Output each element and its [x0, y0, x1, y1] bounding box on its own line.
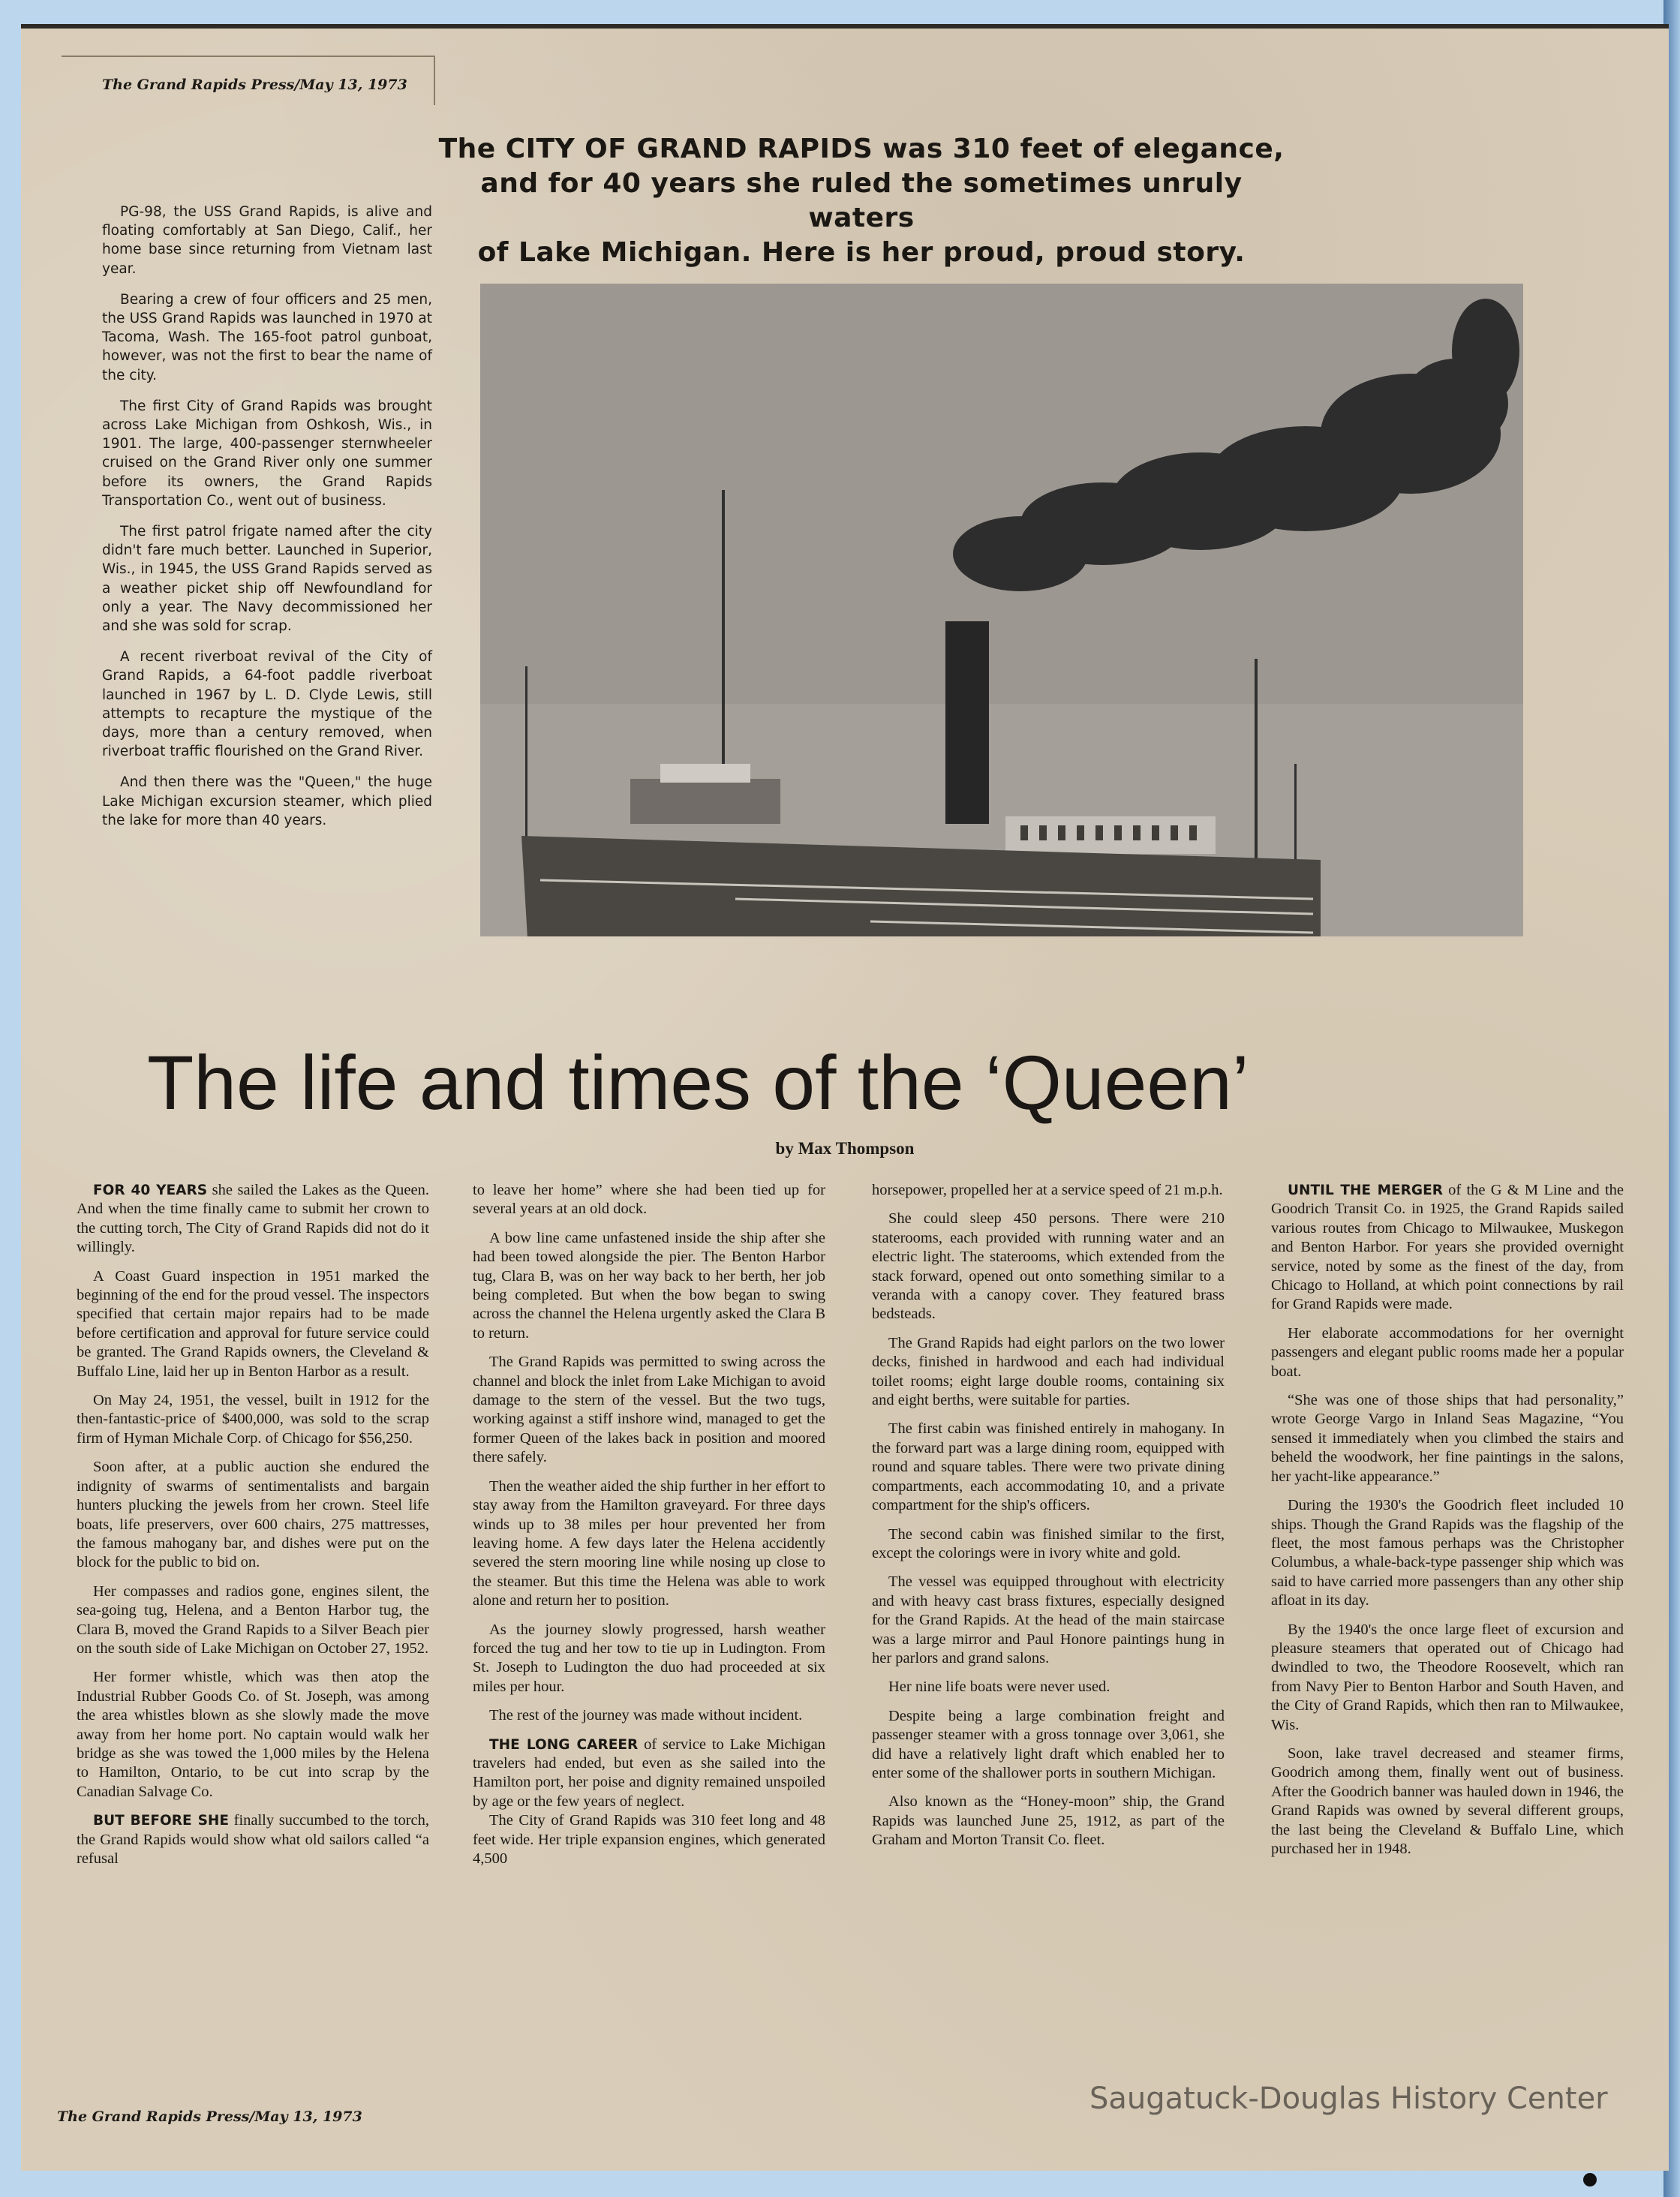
paragraph: [473, 1621, 825, 1697]
paragraph-text: During the 1930's the Goodrich fleet included 10 ships. Though the Grand Rapids was the flagship of the fleet, the most famous perhaps was the Christopher Columbus, a whale-back-type passenger ship which was said to have carried more passengers than any other ship afloat in its day.: [1271, 1497, 1624, 1609]
paragraph-lead-in: BUT BEFORE SHE: [93, 1813, 230, 1829]
punch-hole: [1583, 2173, 1597, 2186]
paragraph: [77, 1811, 429, 1868]
paragraph-text: Her elaborate accommodations for her overnight passengers and elegant public rooms made her a popular boat.: [1271, 1324, 1624, 1380]
article-column-4: [1271, 1181, 1624, 1868]
paragraph-lead-in: UNTIL THE MERGER: [1288, 1183, 1443, 1198]
paragraph-text: Her nine life boats were never used.: [888, 1679, 1110, 1696]
paragraph: [872, 1334, 1225, 1411]
paragraph: [872, 1210, 1225, 1324]
dateline-bottom: The Grand Rapids Press/May 13, 1973: [57, 2108, 362, 2125]
deck-headline: [426, 132, 1297, 270]
paragraph: [77, 1391, 429, 1448]
paragraph: [872, 1707, 1225, 1784]
steamship-photo: [480, 284, 1523, 936]
paragraph: [872, 1678, 1225, 1697]
paragraph: [872, 1420, 1225, 1515]
paragraph: [473, 1477, 825, 1611]
sidebar-paragraph: A recent riverboat revival of the City of Grand Rapids, a 64-foot paddle riverboat launched in 1967 by L. D. Clyde Lewis, still attempts to recapture the mystique of the days, more than a century removed, when riverboat traffic flourished on the Grand River.: [102, 649, 432, 760]
paragraph: [77, 1181, 429, 1258]
paragraph: [77, 1668, 429, 1802]
paragraph: [473, 1181, 825, 1219]
paragraph-text: As the journey slowly progressed, harsh weather forced the tug and her tow to tie up in Ludington. From St. Joseph to Ludington the duo had proceeded at six miles per hour.: [473, 1621, 825, 1695]
paragraph-lead-in: THE LONG CAREER: [489, 1736, 639, 1753]
paragraph: [1271, 1324, 1624, 1381]
paragraph: [77, 1458, 429, 1572]
sidebar-paragraph: PG-98, the USS Grand Rapids, is alive and floating comfortably at San Diego, Calif., her home base since returning from Vietnam last year.: [102, 204, 432, 277]
paragraph: [77, 1267, 429, 1381]
dateline-top: The Grand Rapids Press/May 13, 1973: [102, 77, 407, 93]
paragraph-text: of service to Lake Michigan travelers had ended, but even as she sailed into the Hamilton port, her poise and dignity remained unspoiled by age or the few years of neglect.: [473, 1736, 826, 1810]
paragraph-text: The City of Grand Rapids was 310 feet long and 48 feet wide. Her triple expansion engines, which generated 4,500: [473, 1812, 825, 1867]
paragraph: [1271, 1745, 1624, 1859]
paragraph: [872, 1525, 1225, 1564]
paragraph-text: The vessel was equipped throughout with electricity and with heavy cast brass fixtures, especially designed for the Grand Rapids. At the head of the main staircase was a large mirror and Paul Honore paintings hung in her parlors and grand salons.: [872, 1573, 1225, 1667]
paragraph-text: “She was one of those ships that had personality,” wrote George Vargo in Inland Seas Magazine, “You sensed it immediately when you climbed the stairs and beheld the woodwork, her fine paintings in the salons, her yacht-like appearance.”: [1271, 1392, 1624, 1485]
byline: by Max Thompson: [775, 1139, 915, 1158]
sidebar-paragraph: Bearing a crew of four officers and 25 men, the USS Grand Rapids was launched in 1970 at Tacoma, Wash. The 165-foot patrol gunboat, however, was not the first to bear the name of the city.: [102, 291, 432, 383]
deck-line-2: and for 40 years she ruled the sometimes unruly waters: [480, 168, 1243, 233]
paragraph-text: Also known as the “Honey-moon” ship, the Grand Rapids was launched June 25, 1912, as part of the Graham and Morton Transit Co. fleet.: [872, 1793, 1225, 1849]
paragraph: [473, 1353, 825, 1467]
paragraph: [872, 1573, 1225, 1668]
paragraph: [872, 1181, 1225, 1200]
paragraph-text: On May 24, 1951, the vessel, built in 1912 for the then-fantastic-price of $400,000, was sold to the scrap firm of Hyman Michale Corp. of Chicago for $56,250.: [77, 1392, 429, 1447]
steamship-illustration: [480, 284, 1523, 936]
paragraph-text: Soon, lake travel decreased and steamer firms, Goodrich among them, finally went out of business. After the Goodrich banner was hauled down in 1946, the Grand Rapids was owned by several different groups, the last being the Cleveland & Buffalo Line, which purchased her in 1948.: [1271, 1745, 1624, 1857]
archive-watermark: Saugatuck-Douglas History Center: [1089, 2081, 1608, 2116]
paragraph: [77, 1582, 429, 1659]
paragraph-text: Then the weather aided the ship further in her effort to stay away from the Hamilton graveyard. For three days winds up to 38 miles per hour prevented her from leaving home. A few days later the Helena accidently severed the stern mooring line while nosing up close to the steamer. But this time the Helena was able to work alone and return her to position.: [473, 1477, 825, 1609]
sidebar-paragraph: And then there was the "Queen," the huge Lake Michigan excursion steamer, which plied the lake for more than 40 years.: [102, 774, 432, 828]
paragraph-text: Soon after, at a public auction she endured the indignity of swarms of sentimentalists and bargain hunters plucking the jewels from her crown. Steel life boats, life preservers, over 600 chairs, 275 mattresses, the famous mahogany bar, and dishes were put on the block for the public to bid on.: [77, 1459, 429, 1571]
paragraph-text: The second cabin was finished similar to the first, except the colorings were in ivory white and gold.: [872, 1525, 1225, 1561]
paragraph-text: A Coast Guard inspection in 1951 marked the beginning of the end for the proud vessel. The inspectors specified that certain major repairs had to be made before certification and approval for future service could be granted. The Grand Rapids owners, the Cleveland & Buffalo Line, laid her up in Benton Harbor as a result.: [77, 1267, 429, 1380]
paragraph: [1271, 1391, 1624, 1486]
paragraph-text: The Grand Rapids was permitted to swing across the channel and block the inlet from Lake Michigan to avoid damage to the stern of the vessel. But the two tugs, working against a stiff inshore wind, managed to get the former Queen of the lakes back in position and moored there safely.: [473, 1354, 825, 1466]
paragraph-text: She could sleep 450 persons. There were 210 staterooms, each provided with running water and an electric light. The staterooms, which extended from the stack forward, opened out onto something similar to a veranda with a canopy cover. They featured brass bedsteads.: [872, 1210, 1225, 1323]
paragraph: [1271, 1621, 1624, 1735]
article-column-3: [872, 1181, 1225, 1860]
paragraph-text: A bow line came unfastened inside the ship after she had been towed alongside the pier. The Benton Harbor tug, Clara B, was on her way back to her berth, her job being completed. But when the bow began to swing across the channel the Helena urgently asked the Clara B to return.: [473, 1229, 825, 1342]
paragraph-text: The Grand Rapids had eight parlors on the two lower decks, finished in hardwood and each had individual toilet rooms; eight large double rooms, containing six and eight berths, were suitable for parties.: [872, 1334, 1225, 1409]
paragraph-text: By the 1940's the once large fleet of excursion and pleasure steamers that operated out of Chicago had dwindled to two, the Theodore Roosevelt, which ran from Navy Pier to Benton Harbor and South Haven, and the City of Grand Rapids, which then ran to Milwaukee, Wis.: [1271, 1621, 1624, 1733]
paragraph-text: horsepower, propelled her at a service speed of 21 m.p.h.: [872, 1182, 1223, 1198]
paragraph-text: Her compasses and radios gone, engines silent, the sea-going tug, Helena, and a Benton Harbor tug, the Clara B, moved the Grand Rapids to a Silver Beach pier on the south side of Lake Michigan on October 27, 1952.: [77, 1582, 429, 1657]
sidebar-paragraph: The first City of Grand Rapids was brought across Lake Michigan from Oshkosh, Wis., in 1901. The large, 400-passenger sternwheeler cruised on the Grand River only one summer before its owners, the Grand Rapids Transportation Co., went out of business.: [102, 398, 432, 509]
paragraph: [473, 1706, 825, 1725]
sidebar-story: [102, 203, 432, 842]
paragraph: [473, 1811, 825, 1868]
paragraph: [473, 1736, 825, 1812]
paragraph-text: The first cabin was finished entirely in mahogany. In the forward part was a large dining room, equipped with round and square tables. There were two private dining compartments, each accommodating 10, and a private compartment for the ship's officers.: [872, 1420, 1225, 1514]
sidebar-paragraph: The first patrol frigate named after the city didn't fare much better. Launched in Superior, Wis., in 1945, the USS Grand Rapids served as a weather picket ship off Newfoundland for only a year. The Navy decommissioned her and she was sold for scrap.: [102, 524, 432, 635]
paragraph-text: she sailed the Lakes as the Queen. And when the time finally came to submit her crown to the cutting torch, The City of Grand Rapids did not do it willingly.: [77, 1182, 429, 1256]
paragraph: [1271, 1181, 1624, 1315]
deck-line-1: The CITY OF GRAND RAPIDS was 310 feet of elegance,: [438, 134, 1285, 164]
paragraph: [872, 1793, 1225, 1850]
paragraph-text: to leave her home” where she had been tied up for several years at an old dock.: [473, 1182, 825, 1218]
deck-line-3: of Lake Michigan. Here is her proud, proud story.: [477, 237, 1246, 268]
newspaper-clipping: [21, 29, 1669, 2171]
paragraph: [1271, 1496, 1624, 1610]
paragraph-text: The rest of the journey was made without incident.: [489, 1707, 803, 1724]
article-headline: The life and times of the ‘Queen’: [147, 1040, 1249, 1126]
paragraph-text: finally succumbed to the torch, the Grand Rapids would show what old sailors called “a refusal: [77, 1812, 429, 1867]
paragraph-text: Her former whistle, which was then atop the Industrial Rubber Goods Co. of St. Joseph, was among the area whistles blown as she slowly made the move away from her home port. No captain would walk her bridge as she was towed the 1,000 miles by the Helena to Hamilton, Ontario, to be cut into scrap by the Canadian Salvage Co.: [77, 1669, 429, 1800]
paragraph-lead-in: FOR 40 YEARS: [93, 1183, 208, 1198]
article-column-1: [77, 1181, 429, 1868]
article-column-2: [473, 1181, 825, 1868]
paragraph-text: of the G & M Line and the Goodrich Transit Co. in 1925, the Grand Rapids sailed various routes from Chicago to Milwaukee, Muskegon and Benton Harbor. For years she provided overnight service, noted by some as the finest of the day, from Chicago to Holland, at which point connections by rail for Grand Rapids were made.: [1271, 1182, 1624, 1313]
paragraph: [473, 1229, 825, 1343]
paragraph-text: Despite being a large combination freight and passenger steamer with a gross tonnage over 3,061, she did have a relatively light draft which enabled her to enter some of the shallower ports in southern Michigan.: [872, 1707, 1225, 1781]
